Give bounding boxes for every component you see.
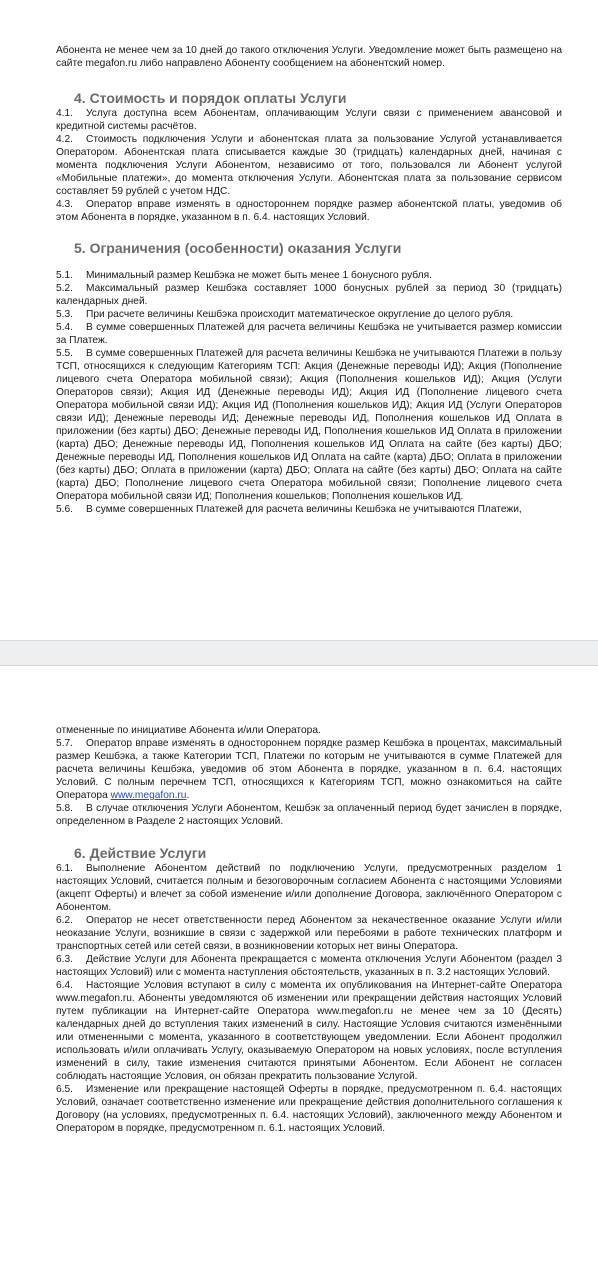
- clause-text: В сумме совершенных Платежей для расчета величины Кешбэка не учитываются Платежи в пользу ТСП, относящихся к следующим Категориям ТСП: Акция (Денежные переводы ИД); Акция (Пополнение лицевого счета Оператора мобильной связи); Акция (Пополнения кошельков ИД); Акция (Услуги Операторов связи); Акция ИД (Денежные переводы ИД); Акция ИД (Пополнение лицевого счета Оператора мобильной связи ИД); Акция ИД (Пополнения кошельков ИД); Акция ИД (Услуги Операторов связи ИД); Денежные переводы ИД; Денежные переводы ИД, Пополнения кошельков ИД Оплата в приложении (без карты) ДБО; Денежные переводы ИД, Пополнения кошельков ИД Оплата в приложении (карта) ДБО; Денежные переводы ИД, Пополнения кошельков ИД Оплата на сайте (без карты) ДБО; Денежные переводы ИД, Пополнения кошельков ИД Оплата на сайте (карта) ДБО; Оплата в приложении (без карты) ДБО; Оплата в приложении (карта) ДБО; Оплата на сайте (без карты) ДБО; Оплата на сайте (карта) ДБО; Пополнение лицевого счета Оператора мобильной связи; Пополнение лицевого счета Оператора мобильной связи ИД; Пополнения кошельков; Пополнения кошельков ИД.: [56, 348, 562, 502]
- clause-text: Минимальный размер Кешбэка не может быть менее 1 бонусного рубля.: [86, 270, 432, 281]
- clause-text: Оператор вправе изменять в одностороннем порядке размер Кешбэка в процентах, максимальный размер Кешбэка, а также Категории ТСП, Платежи по которым не учитываются в сумме Платежей для расчета величины Кешбэка, уведомив об этом Абонента в порядке, указанном в п. 6.4. настоящих Условий. С полным перечнем ТСП, относящихся к Категориям ТСП, можно ознакомиться на сайте Оператора: [56, 738, 562, 801]
- clause-6-2: [56, 914, 562, 953]
- clause-text: Стоимость подключения Услуги и абонентская плата за пользование Услугой устанавливается Оператором. Абонентская плата списывается каждые 30 (тридцать) календарных дней, начиная с момента подключения Услуги Абонентом, независимо от того, пользовался ли Абонент услугой «Мобильные платежи», до момента отключения Услуги. Абонентская плата за пользование сервисом составляет 59 рублей с учетом НДС.: [56, 134, 562, 197]
- clause-number: 6.4.: [56, 980, 73, 991]
- clause-text: Оператор вправе изменять в одностороннем порядке размер абонентской платы, уведомив об этом Абонента в порядке, указанном в п. 6.4. настоящих Условий.: [56, 199, 562, 223]
- clause-text: Оператор не несет ответственности перед Абонентом за некачественное оказание Услуги и/или неоказание Услуги, возникшие в связи с задержкой или перебоями в работе технических платформ и транспортных сетей или сетей связи, в возникновении которых нет вины Оператора.: [56, 915, 562, 952]
- megafon-link[interactable]: www.megafon.ru: [110, 790, 187, 801]
- section-5-heading: 5. Ограничения (особенности) оказания Услуги: [74, 240, 402, 256]
- clause-4-1: [56, 107, 562, 133]
- clause-number: 5.2.: [56, 283, 73, 294]
- clause-6-4: [56, 979, 562, 1083]
- clause-5-6: [56, 503, 562, 516]
- clause-6-3: [56, 953, 562, 979]
- clause-5-7: [56, 737, 562, 802]
- clause-number: 5.7.: [56, 738, 73, 749]
- page-separator: [0, 640, 598, 666]
- clause-5-2: [56, 282, 562, 308]
- clause-tail: .: [186, 790, 190, 801]
- clause-text: Настоящие Условия вступают в силу с момента их опубликования на Интернет-сайте Оператора www.megafon.ru. Абоненты уведомляются об изменении или прекращении действия настоящих Условий путем публикации на Интернет-сайте Оператора www.megafon.ru не менее чем за 10 (Десять) календарных дней до вступления таких изменений в силу. Настоящие Условия считаются изменёнными или отмененными с момента, указанного в соответствующем уведомлении. Если Абонент продолжил использовать и/или оплачивать Услугу, оказываемую Оператором на новых условиях, после вступления изменений в силу, такие изменения считаются принятыми Абонентом. Если Абонент не согласен соблюдать настоящие Условия, он обязан прекратить пользование Услугой.: [56, 980, 562, 1082]
- clause-text: В сумме совершенных Платежей для расчета величины Кешбэка не учитывается размер комиссии за Платеж.: [56, 322, 562, 346]
- clause-text: При расчете величины Кешбэка происходит математическое округление до целого рубля.: [86, 309, 514, 320]
- clause-4-3: [56, 198, 562, 224]
- clause-text: В случае отключения Услуги Абонентом, Кешбэк за оплаченный период будет зачислен в порядке, определенном в Разделе 2 настоящих Условий.: [56, 803, 562, 827]
- clause-number: 5.6.: [56, 504, 73, 515]
- clause-number: 4.1.: [56, 108, 73, 119]
- clause-5-1: [56, 269, 562, 282]
- clause-5-6-continuation: отмененные по инициативе Абонента и/или Оператора.: [56, 725, 321, 736]
- clause-6-5: [56, 1083, 562, 1135]
- clause-number: 5.5.: [56, 348, 73, 359]
- clause-number: 5.3.: [56, 309, 73, 320]
- clause-text: Действие Услуги для Абонента прекращается с момента отключения Услуги Абонентом (раздел 3 настоящих Условий) или с момента наступления обстоятельств, указанных в п. 3.2 настоящих Условий.: [56, 954, 562, 978]
- clause-4-2: [56, 133, 562, 198]
- clause-text: Услуга доступна всем Абонентам, оплачивающим Услуги связи с применением авансовой и кредитной системы расчётов.: [56, 108, 562, 132]
- section-4-heading: 4. Стоимость и порядок оплаты Услуги: [74, 90, 347, 106]
- page-1-content: [56, 44, 562, 516]
- clause-number: 5.1.: [56, 270, 73, 281]
- document-page-2: [0, 666, 598, 1280]
- page-2-content: [56, 724, 562, 1135]
- clause-number: 4.3.: [56, 199, 73, 210]
- clause-5-8: [56, 802, 562, 828]
- clause-text: Максимальный размер Кешбэка составляет 1000 бонусных рублей за период 30 (тридцать) календарных дней.: [56, 283, 562, 307]
- clause-number: 6.3.: [56, 954, 73, 965]
- clause-number: 6.1.: [56, 863, 73, 874]
- intro-paragraph: Абонента не менее чем за 10 дней до такого отключения Услуги. Уведомление может быть размещено на сайте megafon.ru либо направлено Абоненту сообщением на абонентский номер.: [56, 45, 562, 69]
- clause-number: 6.2.: [56, 915, 73, 926]
- clause-5-3: [56, 308, 562, 321]
- clause-text: Изменение или прекращение настоящей Оферты в порядке, предусмотренном п. 6.4. настоящих Условий, означает соответственно изменение или прекращение действия дополнительного соглашения к Договору (на условиях, предусмотренных п. 6.4. настоящих Условий), заключенного между Абонентом и Оператором в порядке, предусмотренном п. 6.1. настоящих Условий.: [56, 1084, 562, 1134]
- clause-6-1: [56, 862, 562, 914]
- clause-number: 5.4.: [56, 322, 73, 333]
- clause-number: 5.8.: [56, 803, 73, 814]
- clause-number: 6.5.: [56, 1084, 73, 1095]
- clause-text: Выполнение Абонентом действий по подключению Услуги, предусмотренных разделом 1 настоящих Условий, считается полным и безоговорочным согласием Абонента с настоящими Условиями (акцепт Оферты) и влечет за собой изменение и/или дополнение Договора, заключённого Оператором с Абонентом.: [56, 863, 562, 913]
- clause-number: 4.2.: [56, 134, 73, 145]
- clause-text: В сумме совершенных Платежей для расчета величины Кешбэка не учитываются Платежи,: [86, 504, 522, 515]
- clause-5-4: [56, 321, 562, 347]
- clause-5-5: [56, 347, 562, 503]
- section-6-heading: 6. Действие Услуги: [74, 845, 207, 861]
